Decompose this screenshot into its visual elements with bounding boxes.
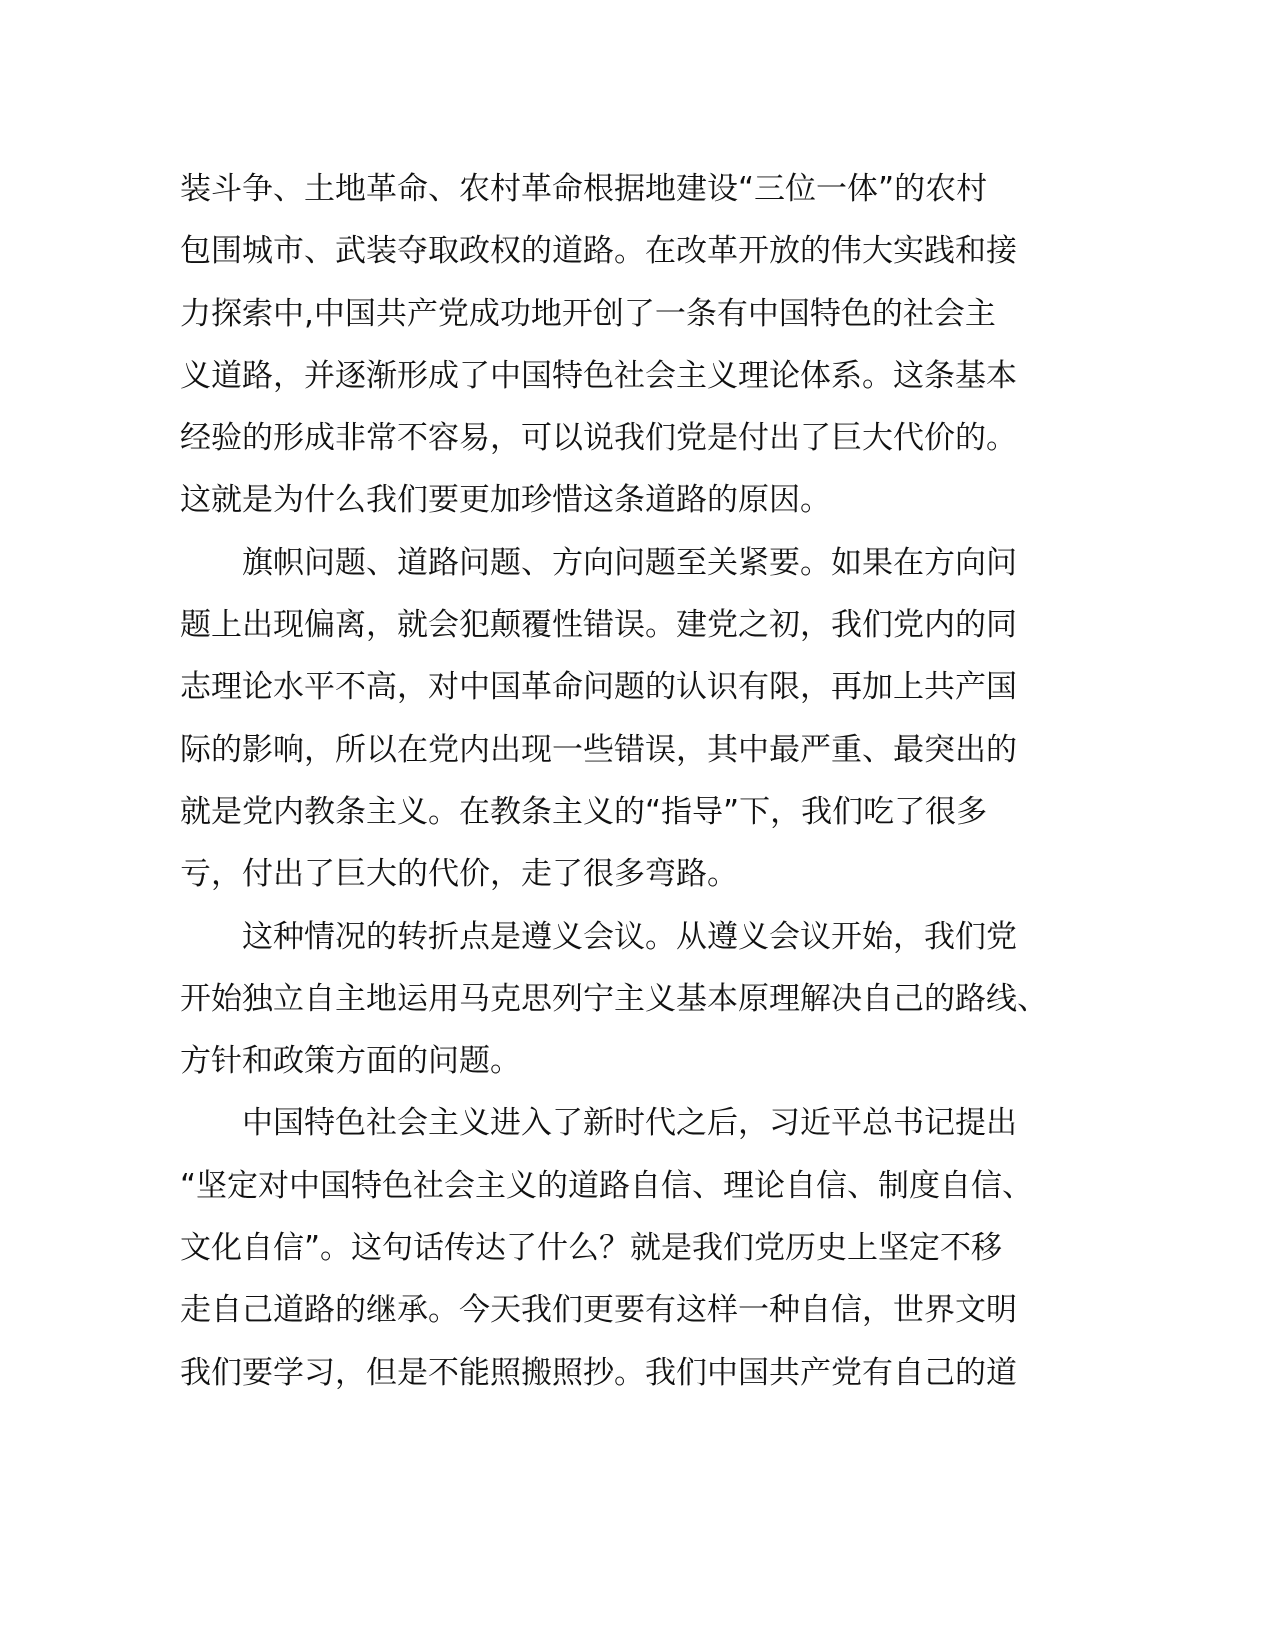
- paragraph-first-line: 这种情况的转折点是遵义会议。从遵义会议开始，我们党: [242, 918, 1017, 955]
- text-line: “坚定对中国特色社会主义的道路自信、理论自信、制度自信、: [180, 1167, 1034, 1204]
- text-line: 志理论水平不高，对中国革命问题的认识有限，再加上共产国: [180, 669, 1017, 706]
- text-line: 亏，付出了巨大的代价，走了很多弯路。: [180, 856, 738, 893]
- paragraph-first-line: 中国特色社会主义进入了新时代之后，习近平总书记提出: [242, 1105, 1017, 1142]
- text-line: 义道路，并逐渐形成了中国特色社会主义理论体系。这条基本: [180, 357, 1017, 394]
- text-line: 方针和政策方面的问题。: [180, 1043, 521, 1080]
- text-line: 题上出现偏离，就会犯颠覆性错误。建党之初，我们党内的同: [180, 607, 1017, 644]
- paragraph-first-line: 旗帜问题、道路问题、方向问题至关紧要。如果在方向问: [242, 544, 1017, 581]
- text-line: 就是党内教条主义。在教条主义的“指导”下，我们吃了很多: [180, 793, 988, 830]
- text-line: 文化自信”。这句话传达了什么？就是我们党历史上坚定不移: [180, 1230, 1003, 1267]
- text-line: 力探索中,中国共产党成功地开创了一条有中国特色的社会主: [180, 295, 996, 332]
- text-line: 开始独立自主地运用马克思列宁主义基本原理解决自己的路线、: [180, 980, 1048, 1017]
- text-line: 际的影响，所以在党内出现一些错误，其中最严重、最突出的: [180, 731, 1017, 768]
- text-line: 这就是为什么我们要更加珍惜这条道路的原因。: [180, 482, 831, 519]
- text-line: 经验的形成非常不容易，可以说我们党是付出了巨大代价的。: [180, 420, 1017, 457]
- text-line: 我们要学习，但是不能照搬照抄。我们中国共产党有自己的道: [180, 1354, 1017, 1391]
- text-line: 包围城市、武装夺取政权的道路。在改革开放的伟大实践和接: [180, 233, 1017, 270]
- text-line: 装斗争、土地革命、农村革命根据地建设“三位一体”的农村: [180, 171, 988, 207]
- body-text: [180, 158, 1080, 1404]
- text-line: 走自己道路的继承。今天我们更要有这样一种自信，世界文明: [180, 1292, 1017, 1329]
